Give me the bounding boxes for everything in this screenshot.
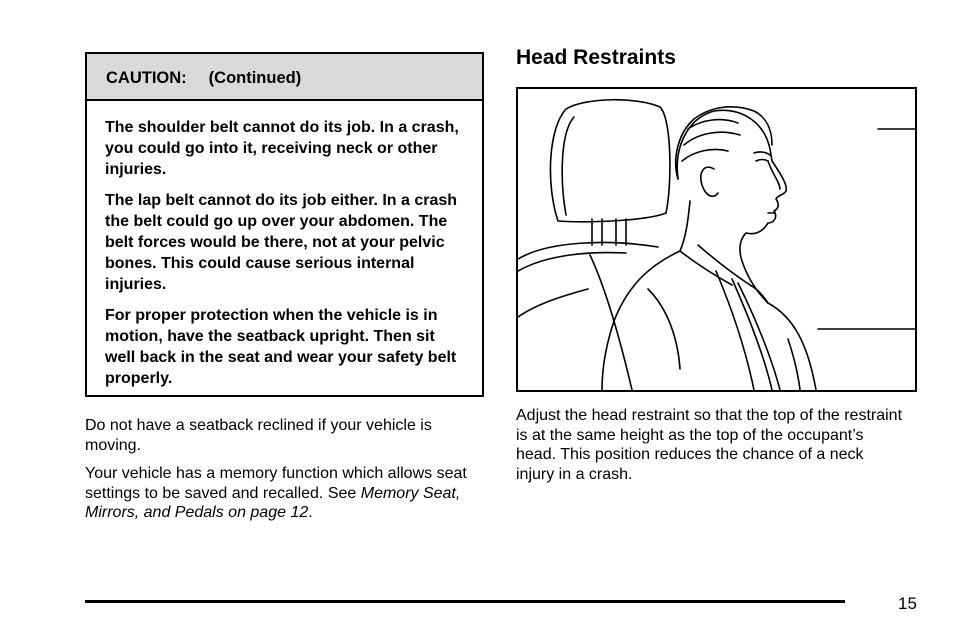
- caution-continued: (Continued): [208, 69, 302, 87]
- memory-function-paragraph: [85, 464, 485, 523]
- caution-header: [87, 54, 482, 101]
- section-heading: Head Restraints: [516, 46, 676, 69]
- head-restraint-illustration: [516, 87, 917, 392]
- caution-paragraph: The lap belt cannot do its job either. In a crash the belt could go up over your abdomen. The belt forces would be there, not at your pelvic bones. This could cause serious internal injuries.: [105, 192, 458, 293]
- page-number: 15: [898, 594, 917, 613]
- head-restraint-paragraph: Adjust the head restraint so that the top of the restraint is at the same height as the top of the occupant’s head. This position reduces the chance of a neck injury in a crash.: [516, 407, 903, 483]
- caution-label: CAUTION:: [106, 69, 187, 87]
- memory-function-text: Your vehicle has a memory function which allows seat settings to be saved and recalled. See: [85, 465, 467, 502]
- caution-paragraph: For proper protection when the vehicle is in motion, have the seatback upright. Then sit well back in the seat and wear your safety belt properly.: [105, 307, 457, 387]
- occupant-seat-drawing: [518, 89, 915, 390]
- left-body-text: [85, 416, 485, 532]
- seatback-warning-paragraph: Do not have a seatback reclined if your vehicle is moving.: [85, 417, 432, 454]
- caution-box: [85, 52, 484, 397]
- memory-seat-reference-link[interactable]: Memory Seat, Mirrors, and Pedals on page 12: [85, 484, 461, 521]
- caution-paragraph: The shoulder belt cannot do its job. In a crash, you could go into it, receiving neck or other injuries.: [105, 119, 459, 178]
- footer-rule: [85, 600, 845, 603]
- memory-function-period: .: [308, 504, 313, 521]
- right-body-text: [516, 406, 906, 493]
- caution-body: [87, 101, 482, 389]
